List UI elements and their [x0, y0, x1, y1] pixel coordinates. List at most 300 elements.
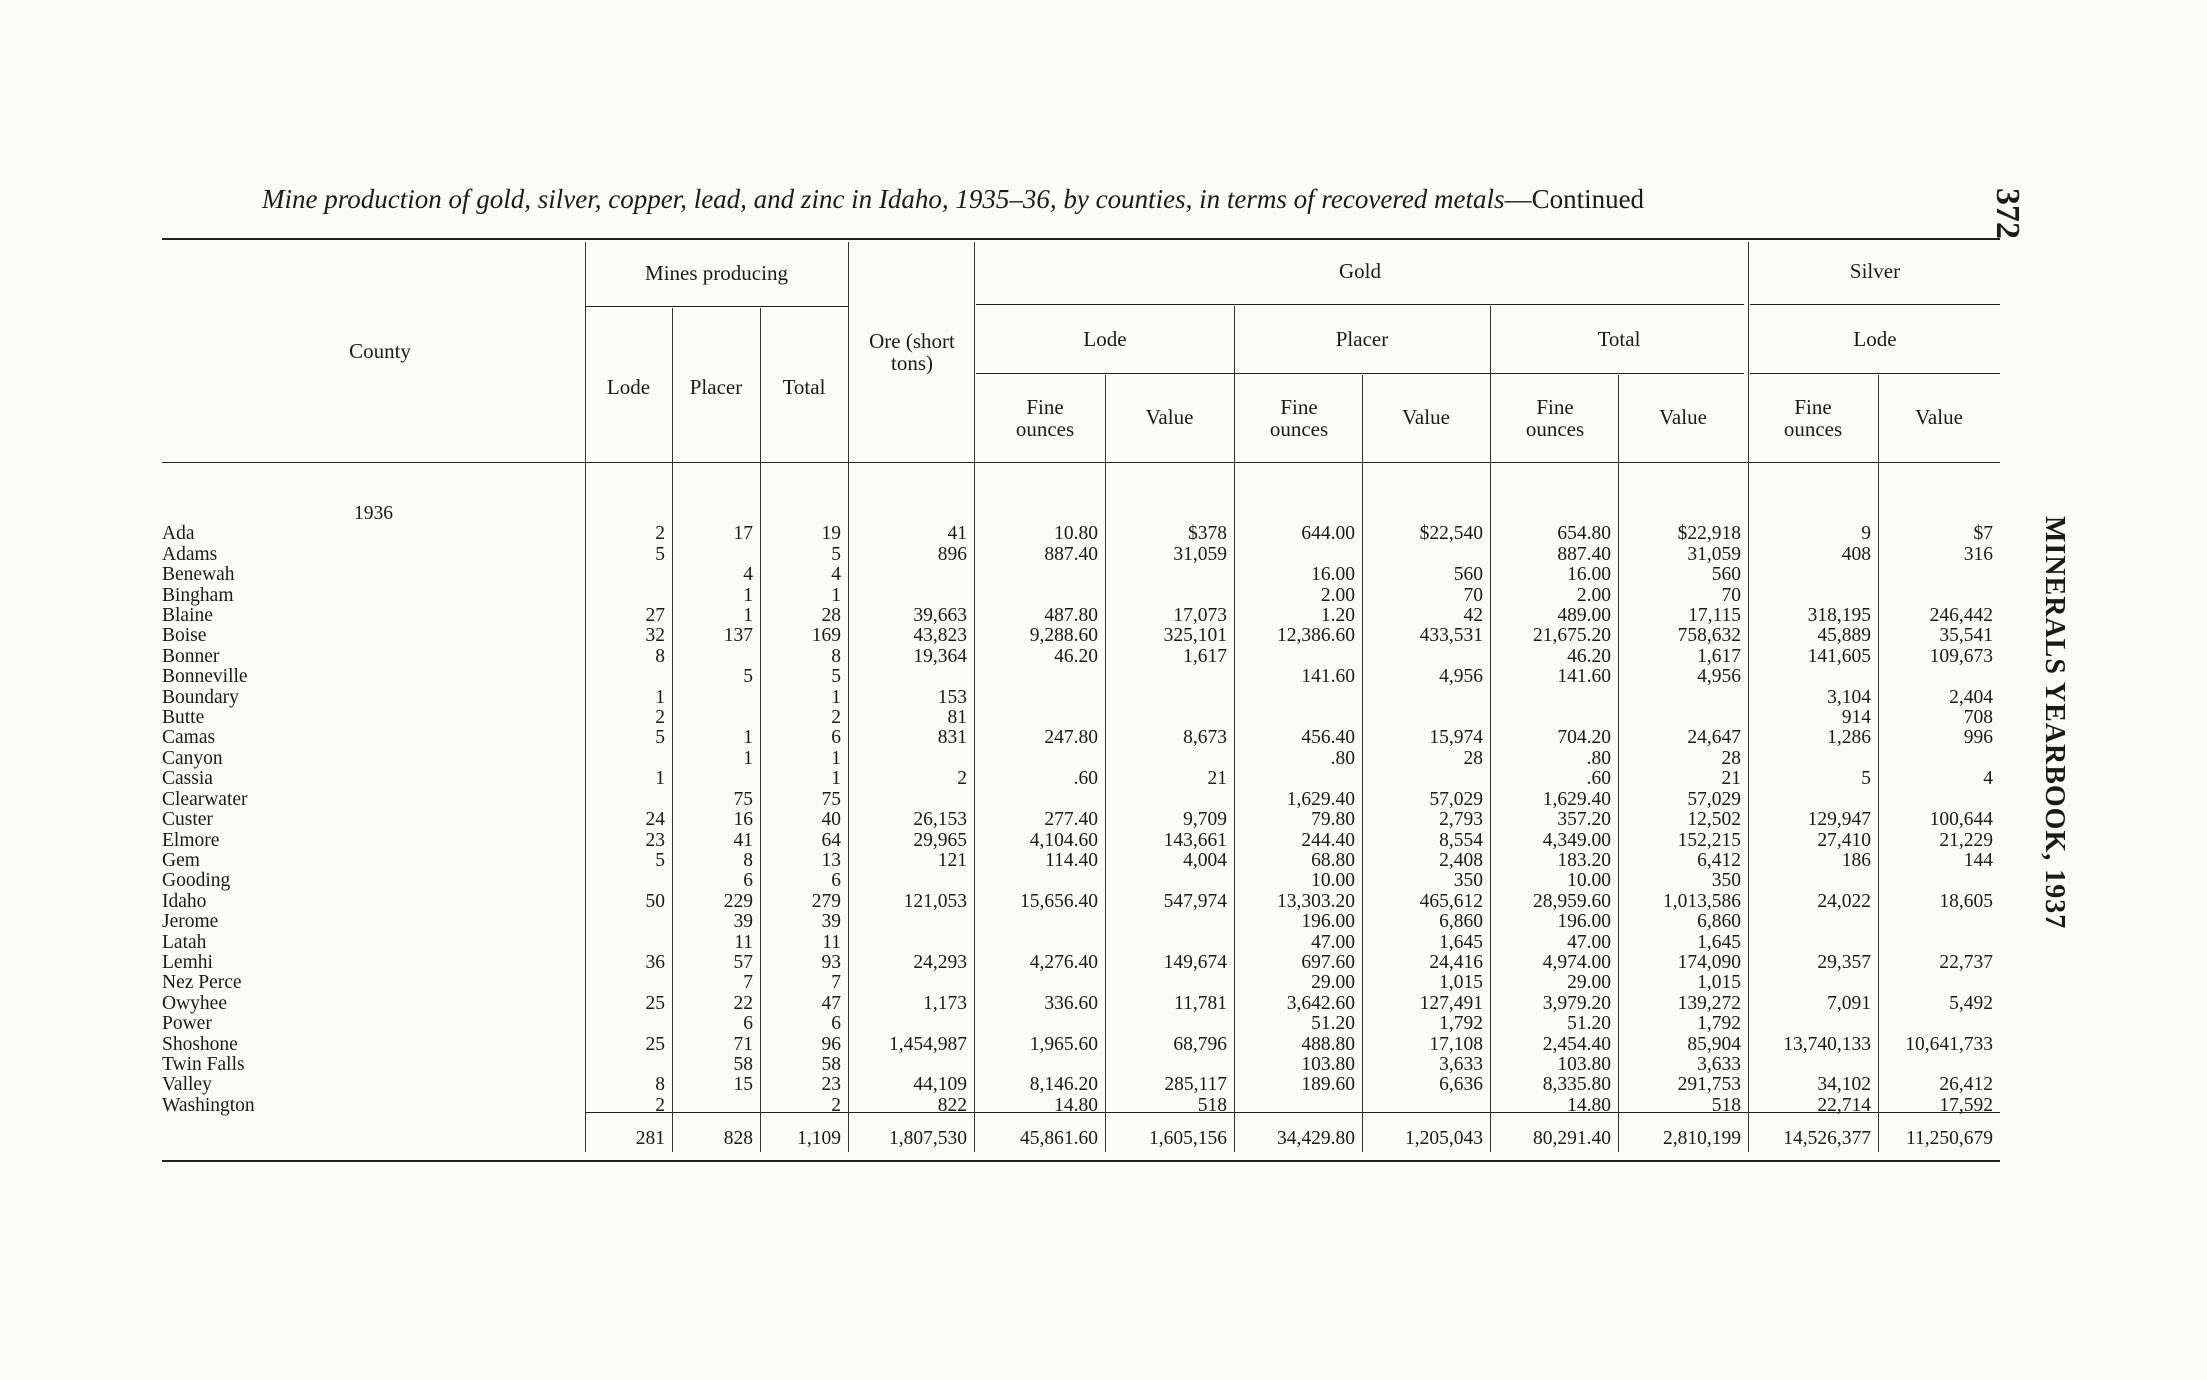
cell-ore: 24,293 — [913, 952, 967, 973]
cell-g-lode-val: 17,073 — [1173, 606, 1227, 627]
cell-g-lode-oz — [974, 871, 1105, 891]
table-row — [162, 912, 2000, 932]
county-cell: Jerome — [162, 912, 219, 933]
page-number: 372 — [1989, 188, 2026, 239]
cell-s-lode-oz: 24,022 — [1817, 891, 1871, 912]
cell-g-lode-val: $378 — [1188, 524, 1227, 545]
cell-g-placer-val: 6,636 — [1439, 1075, 1483, 1096]
cell-g-total-val: 6,412 — [1697, 850, 1741, 871]
cell-g-total-oz: 1,629.40 — [1542, 789, 1611, 810]
cell-g-total-val: 12,502 — [1687, 810, 1741, 831]
table-row — [162, 871, 2000, 891]
header-gold: Gold — [1339, 259, 1381, 283]
cell-g-placer-oz: 1,629.40 — [1286, 789, 1355, 810]
cell-total: 1,109 — [797, 1127, 841, 1149]
county-cell: Gooding — [162, 871, 231, 892]
cell-g-placer-oz: 13,303.20 — [1277, 891, 1355, 912]
running-head: MINERALS YEARBOOK, 1937 — [2039, 516, 2070, 930]
header-rule — [162, 462, 2000, 463]
cell-s-lode-val — [1878, 1055, 2000, 1075]
table-row — [162, 1055, 2000, 1075]
cell-g-lode-oz: 114.40 — [1045, 850, 1098, 871]
county-cell: Benewah — [162, 565, 235, 586]
cell-g-placer-val: 4,956 — [1439, 667, 1483, 688]
cell-g-placer-oz: 1.20 — [1320, 606, 1355, 627]
cell-g-placer-oz: 488.80 — [1301, 1034, 1355, 1055]
cell-lode: 24 — [645, 810, 665, 831]
table-row — [162, 933, 2000, 953]
cell-g-placer-val: 2,408 — [1439, 850, 1483, 871]
header-gold-total: Total — [1597, 327, 1641, 351]
cell-g-total-val — [1618, 708, 1748, 728]
cell-lode: 32 — [645, 626, 665, 647]
cell-g-placer-val: 6,860 — [1439, 912, 1483, 933]
table-row — [162, 994, 2000, 1014]
cell-ore: 153 — [937, 687, 967, 708]
cell-s-lode-oz: 129,947 — [1807, 810, 1871, 831]
table-row — [162, 769, 2000, 789]
cell-g-lode-oz: .60 — [1073, 769, 1098, 790]
cell-s-lode-oz: 318,195 — [1807, 606, 1871, 627]
cell-g-placer-val: 42 — [1463, 606, 1483, 627]
county-cell: Custer — [162, 810, 213, 831]
cell-g-placer-oz: 34,429.80 — [1277, 1127, 1355, 1149]
cell-g-lode-val — [1105, 688, 1234, 708]
cell-total: 39 — [821, 912, 841, 933]
cell-g-lode-val: 518 — [1197, 1095, 1227, 1116]
cell-lode — [585, 1055, 672, 1075]
cell-g-placer-oz: 456.40 — [1301, 728, 1355, 749]
cell-g-total-oz — [1490, 708, 1618, 728]
cell-lode: 5 — [655, 544, 665, 565]
cell-s-lode-val: 996 — [1963, 728, 1993, 749]
cell-g-placer-val: 1,792 — [1439, 1014, 1483, 1035]
header-county: County — [349, 339, 411, 363]
cell-g-total-val: 4,956 — [1697, 667, 1741, 688]
cell-total: 19 — [821, 524, 841, 545]
cell-g-total-val: 518 — [1711, 1095, 1741, 1116]
cell-s-lode-val — [1878, 586, 2000, 606]
cell-placer — [672, 647, 760, 667]
cell-total: 6 — [831, 871, 841, 892]
cell-s-lode-oz: 5 — [1861, 769, 1871, 790]
cell-s-lode-oz: 1,286 — [1827, 728, 1871, 749]
cell-s-lode-val — [1878, 790, 2000, 810]
cell-s-lode-oz: 13,740,133 — [1783, 1034, 1871, 1055]
silver-sub-rule — [1750, 373, 2000, 374]
cell-g-lode-val: 1,617 — [1183, 646, 1227, 667]
county-cell: Bonneville — [162, 667, 248, 688]
cell-g-lode-oz: 10.80 — [1054, 524, 1098, 545]
cell-placer — [672, 1096, 760, 1116]
cell-g-lode-oz: 45,861.60 — [1020, 1127, 1098, 1149]
cell-g-placer-val — [1362, 647, 1490, 667]
cell-lode — [585, 912, 672, 932]
cell-s-lode-oz — [1748, 790, 1878, 810]
cell-g-placer-val: 560 — [1453, 565, 1483, 586]
cell-g-placer-val — [1362, 769, 1490, 789]
cell-g-total-oz: 654.80 — [1557, 524, 1611, 545]
cell-lode: 8 — [655, 646, 665, 667]
cell-ore: 41 — [947, 524, 967, 545]
cell-g-placer-val — [1362, 688, 1490, 708]
cell-placer: 1 — [743, 728, 753, 749]
cell-g-total-val: 70 — [1721, 585, 1741, 606]
cell-total: 58 — [821, 1054, 841, 1075]
cell-g-lode-oz — [974, 933, 1105, 953]
cell-g-total-oz: 51.20 — [1567, 1014, 1611, 1035]
header-silver-lode: Lode — [1853, 327, 1897, 351]
mines-rule — [585, 306, 848, 307]
cell-g-placer-oz: 2.00 — [1320, 585, 1355, 606]
cell-g-placer-oz: 244.40 — [1301, 830, 1355, 851]
cell-s-lode-oz: 14,526,377 — [1783, 1127, 1871, 1149]
cell-placer: 1 — [743, 748, 753, 769]
cell-placer — [672, 769, 760, 789]
cell-g-total-val: 3,633 — [1697, 1054, 1741, 1075]
county-cell: Power — [162, 1014, 212, 1035]
cell-total: 7 — [831, 973, 841, 994]
cell-g-lode-val: 8,673 — [1183, 728, 1227, 749]
cell-g-total-val: 6,860 — [1697, 912, 1741, 933]
county-cell: Blaine — [162, 606, 213, 627]
cell-g-lode-oz: 46.20 — [1054, 646, 1098, 667]
header-silver: Silver — [1849, 259, 1901, 283]
cell-g-lode-oz: 9,288.60 — [1029, 626, 1098, 647]
cell-s-lode-oz — [1748, 1014, 1878, 1034]
table-row — [162, 524, 2000, 544]
cell-g-total-oz: 29.00 — [1567, 973, 1611, 994]
cell-s-lode-val: 22,737 — [1939, 952, 1993, 973]
cell-g-lode-val: 149,674 — [1163, 952, 1227, 973]
cell-g-lode-oz: 4,276.40 — [1029, 952, 1098, 973]
county-cell: Boundary — [162, 687, 239, 708]
cell-placer: 4 — [743, 565, 753, 586]
table-row — [162, 1096, 2000, 1116]
cell-g-lode-val — [1105, 912, 1234, 932]
county-cell: Bonner — [162, 646, 220, 667]
cell-ore — [848, 586, 974, 606]
county-cell: Idaho — [162, 891, 207, 912]
cell-s-lode-oz: 45,889 — [1817, 626, 1871, 647]
cell-g-lode-oz: 887.40 — [1044, 544, 1098, 565]
cell-ore — [848, 790, 974, 810]
cell-lode — [585, 933, 672, 953]
header-mines-total: Total — [782, 375, 826, 399]
cell-total: 75 — [821, 789, 841, 810]
table-row — [162, 708, 2000, 728]
cell-g-placer-val: 8,554 — [1439, 830, 1483, 851]
production-table — [162, 504, 2000, 1152]
table-row — [162, 953, 2000, 973]
cell-s-lode-val — [1878, 912, 2000, 932]
cell-total: 47 — [821, 993, 841, 1014]
cell-g-total-oz — [1490, 688, 1618, 708]
header-mines-lode: Lode — [606, 375, 651, 399]
cell-placer: 5 — [743, 667, 753, 688]
cell-total: 1 — [831, 748, 841, 769]
cell-g-placer-val: 433,531 — [1419, 626, 1483, 647]
table-row — [162, 565, 2000, 585]
cell-total: 6 — [831, 728, 841, 749]
cell-lode: 1 — [655, 769, 665, 790]
cell-g-total-oz: 704.20 — [1557, 728, 1611, 749]
cell-g-lode-val: 21 — [1207, 769, 1227, 790]
cell-placer: 58 — [733, 1054, 753, 1075]
cell-s-lode-oz: 186 — [1841, 850, 1871, 871]
cell-g-lode-oz — [974, 1055, 1105, 1075]
cell-g-placer-val: 1,205,043 — [1405, 1127, 1483, 1149]
table-row — [162, 851, 2000, 871]
cell-lode — [585, 871, 672, 891]
table-row — [162, 749, 2000, 769]
cell-s-lode-val — [1878, 1014, 2000, 1034]
cell-placer: 41 — [733, 830, 753, 851]
cell-s-lode-val: 708 — [1963, 708, 1993, 729]
cell-g-lode-val: 1,605,156 — [1149, 1127, 1227, 1149]
table-row — [162, 728, 2000, 748]
cell-s-lode-val — [1878, 667, 2000, 687]
cell-g-lode-oz: 14.80 — [1054, 1095, 1098, 1116]
gold-sub-rule — [976, 373, 1744, 374]
county-cell: Butte — [162, 708, 205, 729]
cell-g-total-oz: 46.20 — [1567, 646, 1611, 667]
cell-g-placer-val: 57,029 — [1429, 789, 1483, 810]
cell-s-lode-val: 109,673 — [1929, 646, 1993, 667]
cell-g-total-oz: 103.80 — [1557, 1054, 1611, 1075]
cell-g-placer-val: 3,633 — [1439, 1054, 1483, 1075]
cell-s-lode-val: 100,644 — [1929, 810, 1993, 831]
cell-g-lode-val: 31,059 — [1173, 544, 1227, 565]
cell-g-total-val: 17,115 — [1688, 606, 1741, 627]
cell-g-lode-oz: 15,656.40 — [1020, 891, 1098, 912]
cell-g-lode-val: 325,101 — [1163, 626, 1227, 647]
cell-g-lode-val — [1105, 708, 1234, 728]
cell-g-lode-val: 143,661 — [1163, 830, 1227, 851]
cell-s-lode-val: 11,250,679 — [1905, 1127, 1993, 1149]
gold-rule — [976, 304, 1744, 305]
cell-placer: 1 — [743, 585, 753, 606]
cell-total: 2 — [831, 1095, 841, 1116]
cell-total: 28 — [821, 606, 841, 627]
cell-g-total-val: 2,810,199 — [1663, 1127, 1741, 1149]
cell-total: 96 — [821, 1034, 841, 1055]
cell-s-lode-oz — [1748, 871, 1878, 891]
cell-g-total-val: 1,013,586 — [1663, 891, 1741, 912]
cell-g-lode-oz — [974, 667, 1105, 687]
cell-s-lode-val: 18,605 — [1939, 891, 1993, 912]
header-fine-ounces: Fine ounces — [1525, 395, 1585, 441]
cell-g-lode-oz: 1,965.60 — [1029, 1034, 1098, 1055]
cell-g-placer-oz: 51.20 — [1311, 1014, 1355, 1035]
table-row — [162, 667, 2000, 687]
cell-g-lode-val — [1105, 667, 1234, 687]
cell-placer: 17 — [733, 524, 753, 545]
cell-g-total-oz: 21,675.20 — [1533, 626, 1611, 647]
cell-total: 64 — [821, 830, 841, 851]
table-row — [162, 647, 2000, 667]
cell-g-lode-val: 68,796 — [1173, 1034, 1227, 1055]
cell-s-lode-val: 4 — [1983, 769, 1993, 790]
cell-g-lode-val — [1105, 749, 1234, 769]
cell-placer — [672, 545, 760, 565]
cell-lode — [585, 565, 672, 585]
header-ore: Ore (short tons) — [869, 329, 955, 375]
cell-ore — [848, 933, 974, 953]
table-title-continued: —Continued — [1504, 184, 1645, 214]
cell-ore: 1,807,530 — [889, 1127, 967, 1149]
cell-ore: 822 — [937, 1095, 967, 1116]
cell-ore: 1,173 — [923, 993, 967, 1014]
cell-lode: 5 — [655, 850, 665, 871]
cell-ore: 19,364 — [913, 646, 967, 667]
cell-placer: 11 — [734, 932, 753, 953]
cell-ore: 1,454,987 — [889, 1034, 967, 1055]
cell-total: 5 — [831, 544, 841, 565]
table-row — [162, 831, 2000, 851]
cell-g-placer-oz — [1234, 1096, 1362, 1116]
cell-g-placer-val: 465,612 — [1419, 891, 1483, 912]
header-value: Value — [1402, 405, 1450, 429]
table-row — [162, 1075, 2000, 1095]
cell-g-total-oz: 4,349.00 — [1542, 830, 1611, 851]
cell-total: 93 — [821, 952, 841, 973]
cell-ore — [848, 871, 974, 891]
cell-total: 8 — [831, 646, 841, 667]
cell-g-placer-val: 350 — [1453, 871, 1483, 892]
cell-s-lode-oz — [1748, 667, 1878, 687]
cell-s-lode-oz — [1748, 1055, 1878, 1075]
cell-g-placer-oz — [1234, 708, 1362, 728]
cell-total: 169 — [811, 626, 841, 647]
table-row — [162, 606, 2000, 626]
cell-s-lode-val: 5,492 — [1949, 993, 1993, 1014]
header-fine-ounces: Fine ounces — [1269, 395, 1329, 441]
county-cell: Cassia — [162, 769, 213, 790]
header-gold-lode: Lode — [1083, 327, 1127, 351]
cell-s-lode-val: 21,229 — [1939, 830, 1993, 851]
cell-ore: 121,053 — [903, 891, 967, 912]
cell-g-placer-oz — [1234, 769, 1362, 789]
cell-placer: 57 — [733, 952, 753, 973]
cell-g-total-oz: 8,335.80 — [1542, 1075, 1611, 1096]
cell-s-lode-val: 2,404 — [1949, 687, 1993, 708]
header-mines-producing: Mines producing — [645, 261, 788, 285]
cell-s-lode-val — [1878, 973, 2000, 993]
table-row — [162, 586, 2000, 606]
cell-ore — [848, 912, 974, 932]
cell-g-placer-val: 24,416 — [1429, 952, 1483, 973]
cell-g-placer-oz: 644.00 — [1301, 524, 1355, 545]
cell-g-placer-val: 1,015 — [1439, 973, 1483, 994]
cell-placer: 8 — [743, 850, 753, 871]
cell-placer: 6 — [743, 1014, 753, 1035]
cell-g-placer-oz — [1234, 647, 1362, 667]
cell-g-lode-val — [1105, 586, 1234, 606]
cell-lode — [585, 667, 672, 687]
county-cell: Clearwater — [162, 789, 248, 810]
cell-g-total-oz: 196.00 — [1557, 912, 1611, 933]
table-row — [162, 545, 2000, 565]
cell-placer: 16 — [733, 810, 753, 831]
totals-row — [162, 1116, 2000, 1152]
cell-g-placer-oz: 189.60 — [1301, 1075, 1355, 1096]
header-fine-ounces: Fine ounces — [1783, 395, 1843, 441]
cell-s-lode-oz: 9 — [1861, 524, 1871, 545]
header-fine-ounces: Fine ounces — [1015, 395, 1075, 441]
cell-g-placer-val: 17,108 — [1429, 1034, 1483, 1055]
cell-s-lode-oz — [1748, 565, 1878, 585]
cell-lode: 25 — [645, 993, 665, 1014]
cell-g-placer-val: $22,540 — [1419, 524, 1483, 545]
cell-s-lode-val: 246,442 — [1929, 606, 1993, 627]
cell-lode: 23 — [645, 830, 665, 851]
cell-g-total-val: $22,918 — [1677, 524, 1741, 545]
cell-g-lode-oz — [974, 790, 1105, 810]
cell-g-total-oz: 2.00 — [1576, 585, 1611, 606]
cell-s-lode-val — [1878, 933, 2000, 953]
table-row — [162, 973, 2000, 993]
cell-s-lode-val: 316 — [1963, 544, 1993, 565]
cell-g-placer-val: 15,974 — [1429, 728, 1483, 749]
cell-ore: 29,965 — [913, 830, 967, 851]
cell-placer: 71 — [733, 1034, 753, 1055]
cell-g-total-oz: 28,959.60 — [1533, 891, 1611, 912]
cell-g-lode-oz — [974, 565, 1105, 585]
header-value: Value — [1145, 405, 1194, 429]
cell-placer — [672, 688, 760, 708]
cell-ore: 2 — [957, 769, 967, 790]
cell-g-total-oz: 3,979.20 — [1542, 993, 1611, 1014]
cell-total: 1 — [831, 687, 841, 708]
cell-total: 2 — [831, 708, 841, 729]
cell-g-placer-oz: 141.60 — [1301, 667, 1355, 688]
cell-g-lode-val — [1105, 933, 1234, 953]
cell-g-total-val: 1,645 — [1697, 932, 1741, 953]
cell-g-placer-oz: .80 — [1330, 748, 1355, 769]
cell-placer — [672, 708, 760, 728]
cell-lode: 50 — [645, 891, 665, 912]
cell-placer: 6 — [743, 871, 753, 892]
cell-s-lode-val — [1878, 565, 2000, 585]
table-row — [162, 626, 2000, 646]
county-cell: Bingham — [162, 585, 234, 606]
cell-s-lode-val: 144 — [1963, 850, 1993, 871]
county-cell: Ada — [162, 524, 195, 545]
table-title — [262, 184, 1922, 215]
cell-g-total-val — [1618, 688, 1748, 708]
county-cell — [162, 1116, 585, 1152]
cell-total: 6 — [831, 1014, 841, 1035]
cell-g-lode-val — [1105, 973, 1234, 993]
cell-g-placer-oz: 697.60 — [1301, 952, 1355, 973]
cell-lode — [585, 973, 672, 993]
cell-placer: 828 — [723, 1127, 753, 1149]
cell-g-lode-oz — [974, 688, 1105, 708]
cell-g-lode-val: 285,117 — [1164, 1075, 1227, 1096]
cell-s-lode-oz — [1748, 973, 1878, 993]
cell-placer: 137 — [723, 626, 753, 647]
cell-g-lode-val — [1105, 790, 1234, 810]
county-cell: Elmore — [162, 830, 220, 851]
cell-placer: 7 — [743, 973, 753, 994]
silver-rule — [1750, 304, 2000, 305]
cell-g-lode-val — [1105, 871, 1234, 891]
cell-g-placer-oz: 29.00 — [1311, 973, 1355, 994]
cell-s-lode-oz: 141,605 — [1807, 646, 1871, 667]
cell-g-placer-val: 2,793 — [1439, 810, 1483, 831]
cell-ore — [848, 749, 974, 769]
